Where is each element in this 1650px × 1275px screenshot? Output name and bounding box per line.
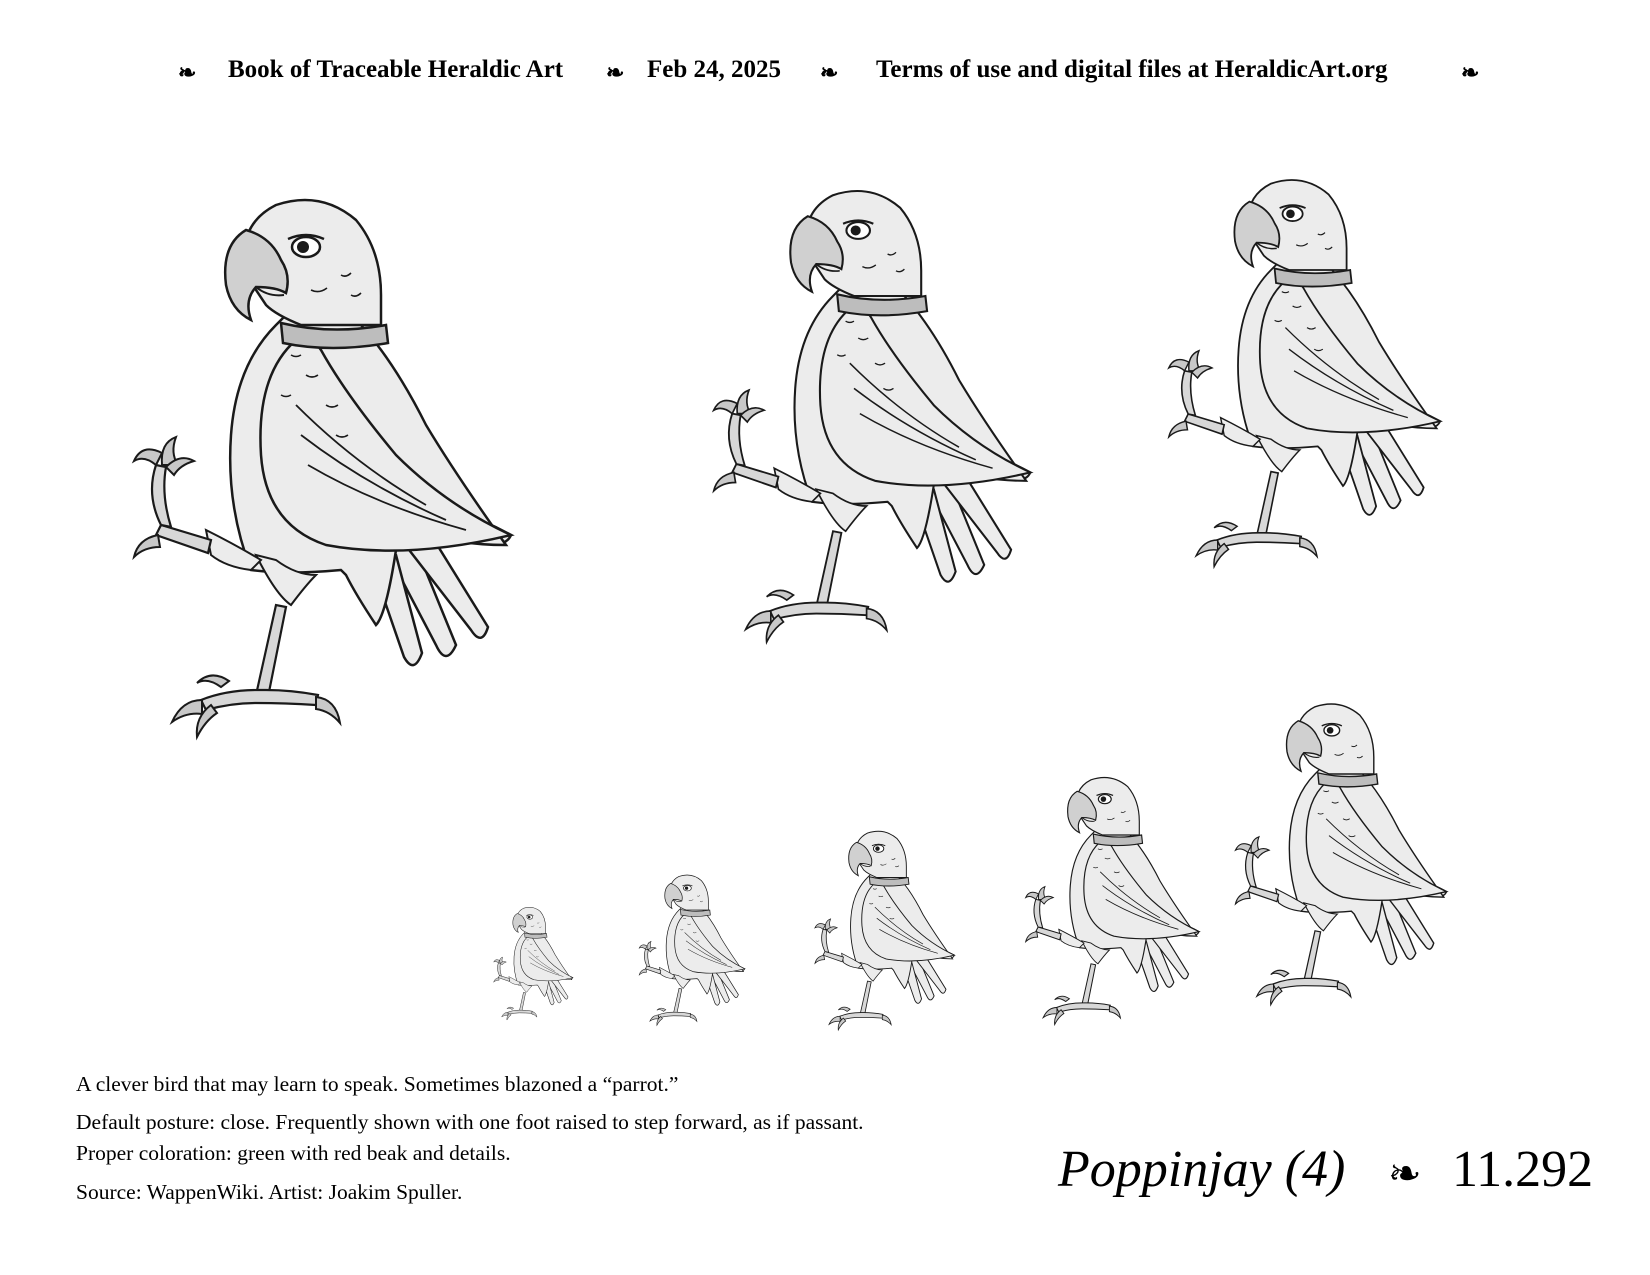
poppinjay-figure-medium-1 [714,191,1031,642]
header-fleuron-3: ❧ [820,60,839,85]
header-fleuron-1: ❧ [178,60,197,85]
plate-name: Poppinjay (4) [1058,1141,1346,1198]
description-line-4: Source: WappenWiki. Artist: Joakim Spuller. [76,1180,463,1204]
poppinjay-figure-small-4 [639,875,745,1025]
poppinjay-figure-medium-2 [1169,180,1440,567]
header-fleuron-4: ❧ [1461,60,1480,85]
description-line-2: Default posture: close. Frequently shown with one foot raised to step forward, as if passant. [76,1110,864,1134]
plate-title [1050,1140,1594,1210]
poppinjay-figure-small-3 [815,831,954,1030]
header-terms: Terms of use and digital files at HeraldicArt.org [876,56,1388,83]
plate-fleuron: ❧ [1388,1151,1422,1196]
description-line-1: A clever bird that may learn to speak. Sometimes blazoned a “parrot.” [76,1072,679,1096]
poppinjay-figure-small-5 [494,907,573,1020]
poppinjay-figure-large [134,200,511,737]
header-date: Feb 24, 2025 [647,56,782,83]
plate-number: 11.292 [1452,1141,1594,1198]
description-line-3: Proper coloration: green with red beak and details. [76,1141,511,1165]
poppinjay-figure-small-2 [1026,778,1199,1025]
poppinjay-figure-small-1 [1235,704,1446,1005]
book-title: Book of Traceable Heraldic Art [228,56,564,83]
header-fleuron-2: ❧ [606,60,625,85]
